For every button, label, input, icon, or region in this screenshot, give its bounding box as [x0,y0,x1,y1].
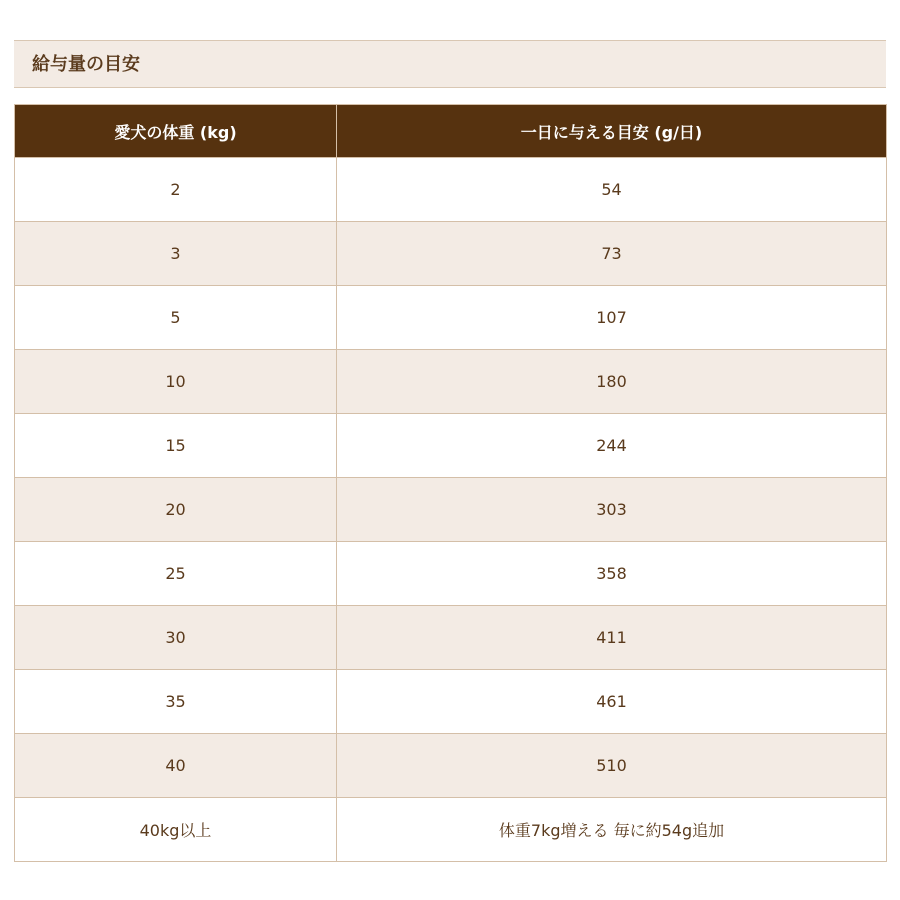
table-row [15,542,887,606]
amount-cell: 180 [337,350,887,414]
weight-cell: 5 [15,286,337,350]
weight-cell: 25 [15,542,337,606]
amount-cell: 244 [337,414,887,478]
amount-cell: 358 [337,542,887,606]
weight-cell: 10 [15,350,337,414]
weight-cell: 40kg以上 [15,798,337,862]
weight-cell: 15 [15,414,337,478]
amount-cell: 303 [337,478,887,542]
weight-cell: 3 [15,222,337,286]
section-header [14,40,886,88]
header-dog-weight: 愛犬の体重 (kg) [15,105,337,158]
table-row [15,158,887,222]
table-row [15,670,887,734]
amount-cell: 107 [337,286,887,350]
table-header-row [15,105,887,158]
table-row [15,286,887,350]
table-row [15,478,887,542]
table-row [15,414,887,478]
amount-cell: 461 [337,670,887,734]
amount-cell: 体重7kg増える 毎に約54g追加 [337,798,887,862]
table-row [15,350,887,414]
table-row [15,606,887,670]
header-daily-amount: 一日に与える目安 (g/日) [337,105,887,158]
weight-cell: 2 [15,158,337,222]
table-row [15,222,887,286]
amount-cell: 411 [337,606,887,670]
table-row [15,734,887,798]
table-row [15,798,887,862]
amount-cell: 510 [337,734,887,798]
weight-cell: 30 [15,606,337,670]
amount-cell: 54 [337,158,887,222]
amount-cell: 73 [337,222,887,286]
section-title: 給与量の目安 [32,54,140,75]
weight-cell: 20 [15,478,337,542]
feeding-amount-table [14,104,887,862]
weight-cell: 35 [15,670,337,734]
weight-cell: 40 [15,734,337,798]
